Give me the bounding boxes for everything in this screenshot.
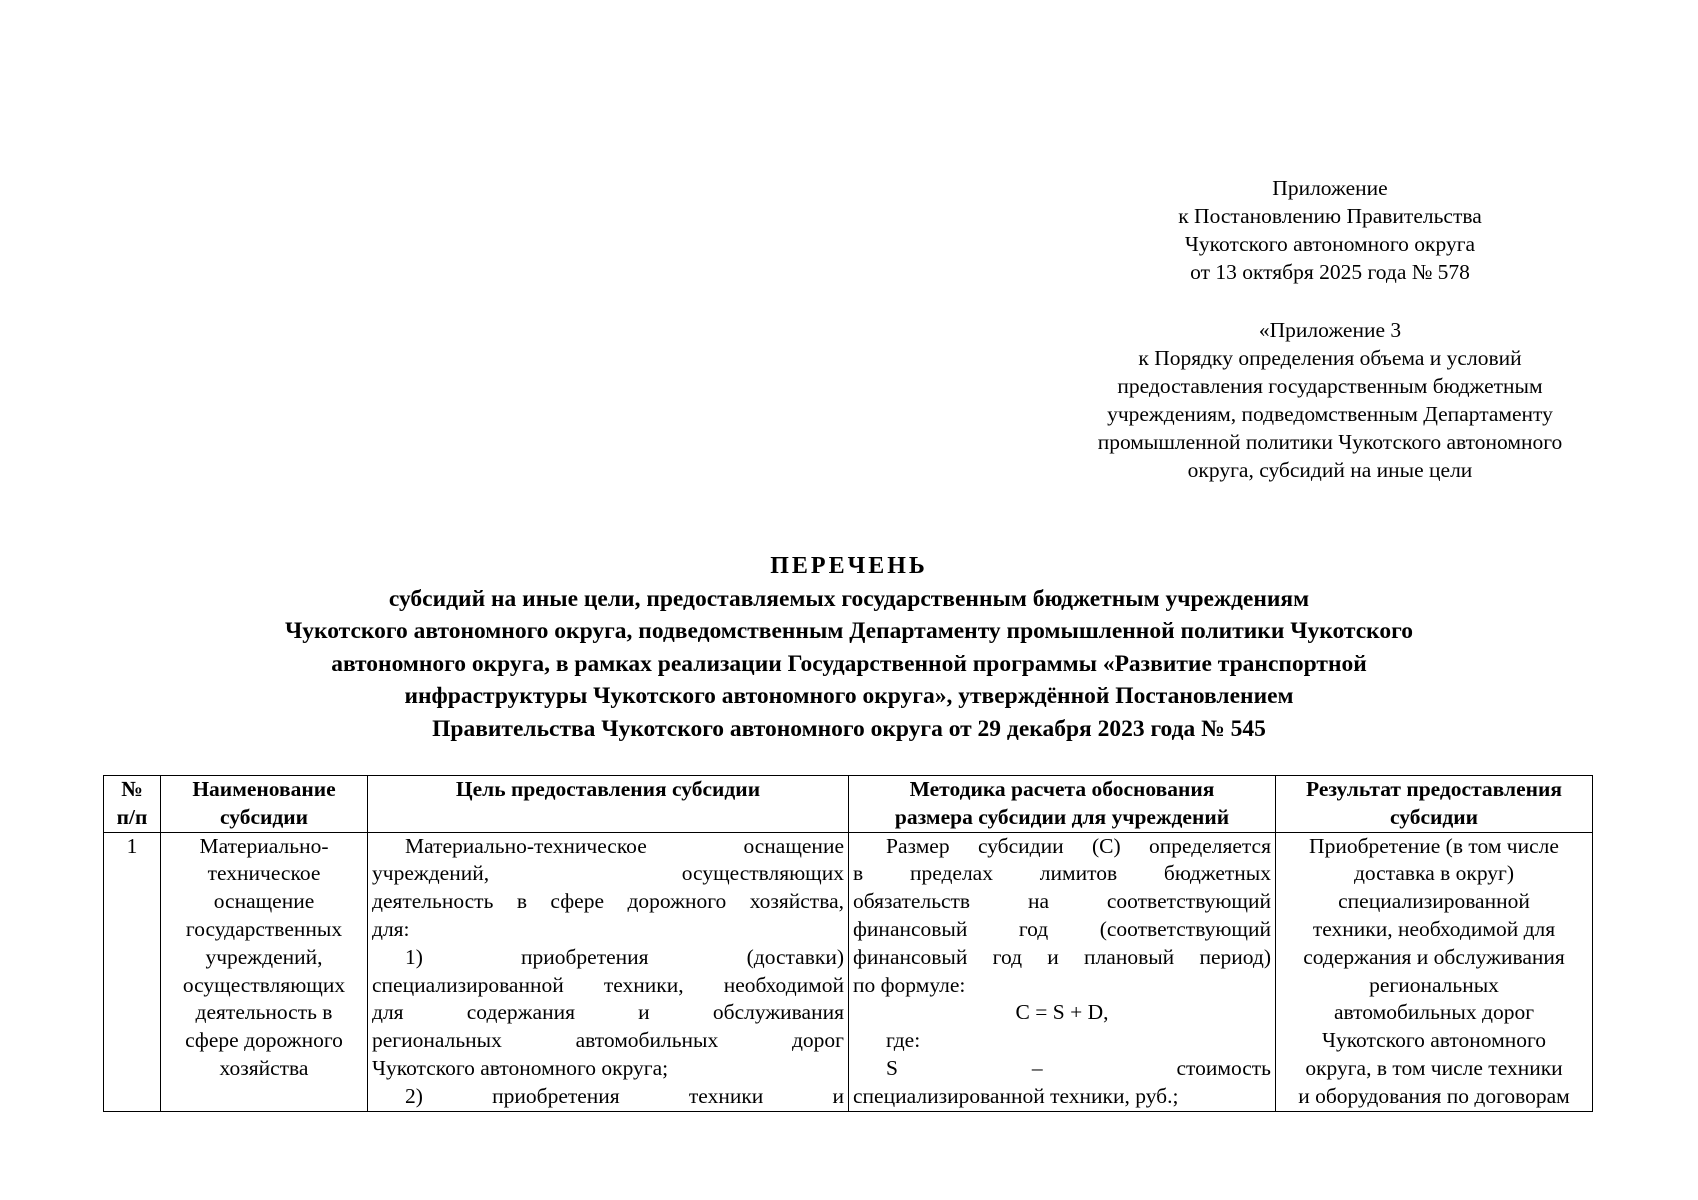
result-line: автомобильных дорог	[1333, 1000, 1535, 1025]
title-heading: ПЕРЕЧЕНЬ	[770, 553, 928, 579]
appendix-quoted-line: «Приложение 3	[1258, 318, 1402, 342]
title-line: Правительства Чукотского автономного округа от 29 декабря 2023 года № 545	[432, 715, 1266, 742]
method-line: обязательств на соответствующий	[853, 889, 1271, 914]
header-text: Наименование	[192, 777, 336, 801]
appendix-header	[1040, 174, 1620, 484]
cell-number	[104, 832, 161, 1111]
name-line: оснащение	[213, 889, 315, 914]
name-line: Материально-	[199, 833, 329, 858]
name-line: государственных	[185, 916, 343, 941]
subsidies-table	[103, 775, 1593, 1112]
title-line: инфраструктуры Чукотского автономного округа», утверждённой Постановлением	[404, 683, 1294, 709]
header-text: п/п	[116, 804, 148, 829]
appendix-quoted-line: к Порядку определения объема и условий	[1138, 346, 1522, 370]
header-purpose	[368, 776, 849, 833]
header-text: Результат предоставления	[1305, 777, 1563, 801]
purpose-line: 2) приобретения техники и	[405, 1083, 844, 1108]
method-line: по формуле:	[853, 972, 966, 997]
purpose-line: специализированной техники, необходимой	[372, 972, 844, 997]
result-line: Приобретение (в том числе	[1309, 833, 1559, 858]
cell-purpose	[368, 832, 849, 1111]
result-line: региональных	[1369, 972, 1499, 997]
header-number	[104, 776, 161, 833]
title-line: Чукотского автономного округа, подведомственным Департаменту промышленной политики Чукотского	[285, 618, 1413, 644]
result-line: Чукотского автономного	[1321, 1028, 1547, 1053]
appendix-quoted-line: предоставления государственным бюджетным	[1117, 374, 1543, 398]
purpose-line: Материально-техническое оснащение	[405, 833, 844, 858]
appendix-line: к Постановлению Правительства	[1178, 204, 1482, 228]
result-line: специализированной	[1338, 889, 1530, 914]
appendix-quoted-line: округа, субсидий на иные цели	[1187, 458, 1473, 482]
header-result	[1276, 776, 1593, 833]
name-line: учреждений,	[205, 944, 323, 969]
purpose-line: учреждений, осуществляющих	[372, 861, 844, 886]
purpose-line: Чукотского автономного округа;	[372, 1055, 669, 1080]
table-header-row	[104, 776, 1593, 833]
header-text: Методика расчета обоснования	[909, 777, 1215, 801]
header-text: №	[121, 777, 143, 801]
header-method	[849, 776, 1276, 833]
cell-result	[1276, 832, 1593, 1111]
name-line: сфере дорожного	[185, 1028, 343, 1053]
method-line: финансовый год и плановый период)	[853, 944, 1271, 969]
appendix-quoted-line: промышленной политики Чукотского автономного	[1097, 430, 1563, 454]
row-number: 1	[126, 833, 138, 858]
cell-name	[161, 832, 368, 1111]
result-line: доставка в округ)	[1353, 861, 1515, 886]
title-line: субсидий на иные цели, предоставляемых государственным бюджетным учреждениям	[388, 585, 1310, 612]
header-name	[161, 776, 368, 833]
result-line: техники, необходимой для	[1312, 916, 1556, 941]
document-title	[100, 550, 1598, 745]
table-row	[104, 832, 1593, 1111]
method-line: где:	[886, 1028, 921, 1053]
formula: C = S + D,	[1015, 1000, 1109, 1025]
result-line: округа, в том числе техники	[1305, 1055, 1563, 1080]
appendix-quoted-line: учреждениям, подведомственным Департаменту	[1107, 402, 1553, 426]
purpose-line: региональных автомобильных дорог	[372, 1028, 844, 1053]
purpose-line: для содержания и обслуживания	[372, 1000, 844, 1025]
purpose-line: деятельность в сфере дорожного хозяйства,	[372, 889, 844, 914]
method-line: S – стоимость	[886, 1055, 1271, 1080]
name-line: техническое	[207, 861, 321, 886]
appendix-line: Приложение	[1272, 176, 1388, 200]
name-line: деятельность в	[195, 1000, 333, 1025]
method-line: Размер субсидии (С) определяется	[886, 833, 1271, 858]
method-line: финансовый год (соответствующий	[853, 916, 1271, 941]
name-line: осуществляющих	[182, 972, 346, 997]
cell-method	[849, 832, 1276, 1111]
result-line: содержания и обслуживания	[1303, 944, 1565, 969]
header-text: Цель предоставления субсидии	[455, 777, 761, 801]
appendix-line: Чукотского автономного округа	[1184, 232, 1476, 256]
appendix-line: от 13 октября 2025 года № 578	[1190, 260, 1470, 284]
purpose-line: 1) приобретения (доставки)	[405, 944, 844, 969]
title-line: автономного округа, в рамках реализации Государственной программы «Развитие транспортной	[331, 650, 1367, 677]
header-text: субсидии	[1389, 804, 1479, 829]
result-line: и оборудования по договорам	[1298, 1083, 1570, 1108]
method-line: в пределах лимитов бюджетных	[853, 861, 1271, 886]
name-line: хозяйства	[219, 1055, 309, 1080]
method-line: специализированной техники, руб.;	[853, 1083, 1179, 1108]
purpose-line: для:	[372, 916, 410, 941]
header-text: субсидии	[219, 804, 309, 829]
header-text: размера субсидии для учреждений	[894, 804, 1230, 829]
